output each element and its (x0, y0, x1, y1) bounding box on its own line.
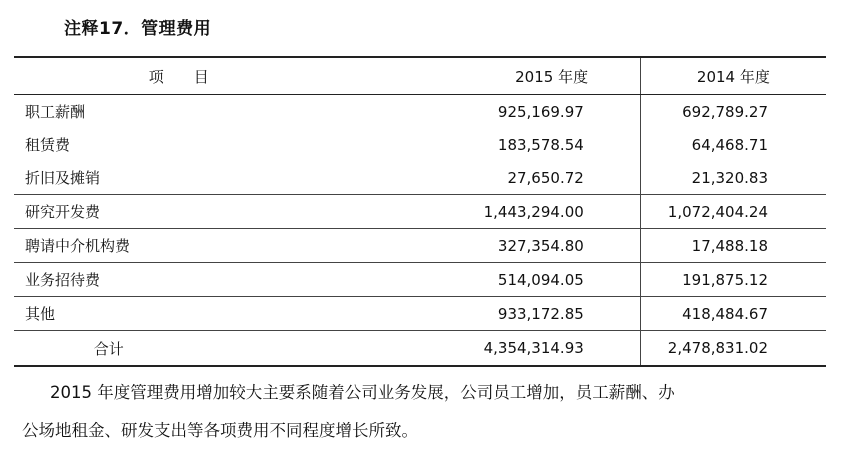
row-item: 折旧及摊销 (25, 169, 101, 187)
row-value-2015: 933,172.85 (343, 297, 640, 331)
row-value-2015: 27,650.72 (507, 168, 584, 187)
row-item: 租赁费 (25, 136, 71, 154)
row-value-2014: 418,484.67 (640, 297, 826, 331)
total-value-2014: 2,478,831.02 (640, 331, 826, 367)
header-item: 项 目 (14, 57, 343, 95)
paragraph-line-2: 公场地租金、研发支出等各项费用不同程度增长所致。 (22, 421, 418, 440)
header-2015: 2015 年度 (343, 57, 640, 95)
row-value-2015: 514,094.05 (343, 263, 640, 297)
row-value-2015: 925,169.97 (497, 102, 584, 121)
row-value-2014: 191,875.12 (640, 263, 826, 297)
row-value-2015: 327,354.80 (343, 229, 640, 263)
row-value-2014: 64,468.71 (640, 128, 826, 161)
total-value-2015: 4,354,314.93 (343, 331, 640, 367)
row-value-2015: 183,578.54 (497, 135, 584, 154)
section-title: 注释17．管理费用 (64, 19, 212, 39)
table-total-row (14, 331, 826, 367)
row-value-2014: 692,789.27 (640, 95, 826, 129)
table-header-row (14, 57, 826, 95)
row-value-2014: 1,072,404.24 (640, 195, 826, 229)
table-row (14, 263, 826, 297)
header-2014: 2014 年度 (640, 57, 826, 95)
row-value-2014: 21,320.83 (640, 161, 826, 195)
expense-table (14, 56, 826, 367)
table-row (14, 128, 826, 161)
table-row (14, 95, 826, 129)
paragraph-line-1: 2015 年度管理费用增加较大主要系随着公司业务发展，公司员工增加，员工薪酬、办 (50, 383, 675, 402)
row-item: 其他 (14, 297, 343, 331)
total-label: 合计 (14, 331, 343, 367)
row-value-2014: 17,488.18 (640, 229, 826, 263)
row-value-2015: 1,443,294.00 (343, 195, 640, 229)
table-row (14, 161, 826, 195)
table-row (14, 297, 826, 331)
row-item: 职工薪酬 (25, 103, 86, 121)
explanation-paragraph (22, 374, 822, 450)
row-item: 聘请中介机构费 (14, 229, 343, 263)
row-item: 研究开发费 (14, 195, 343, 229)
row-item: 业务招待费 (14, 263, 343, 297)
table-row (14, 229, 826, 263)
table-row (14, 195, 826, 229)
